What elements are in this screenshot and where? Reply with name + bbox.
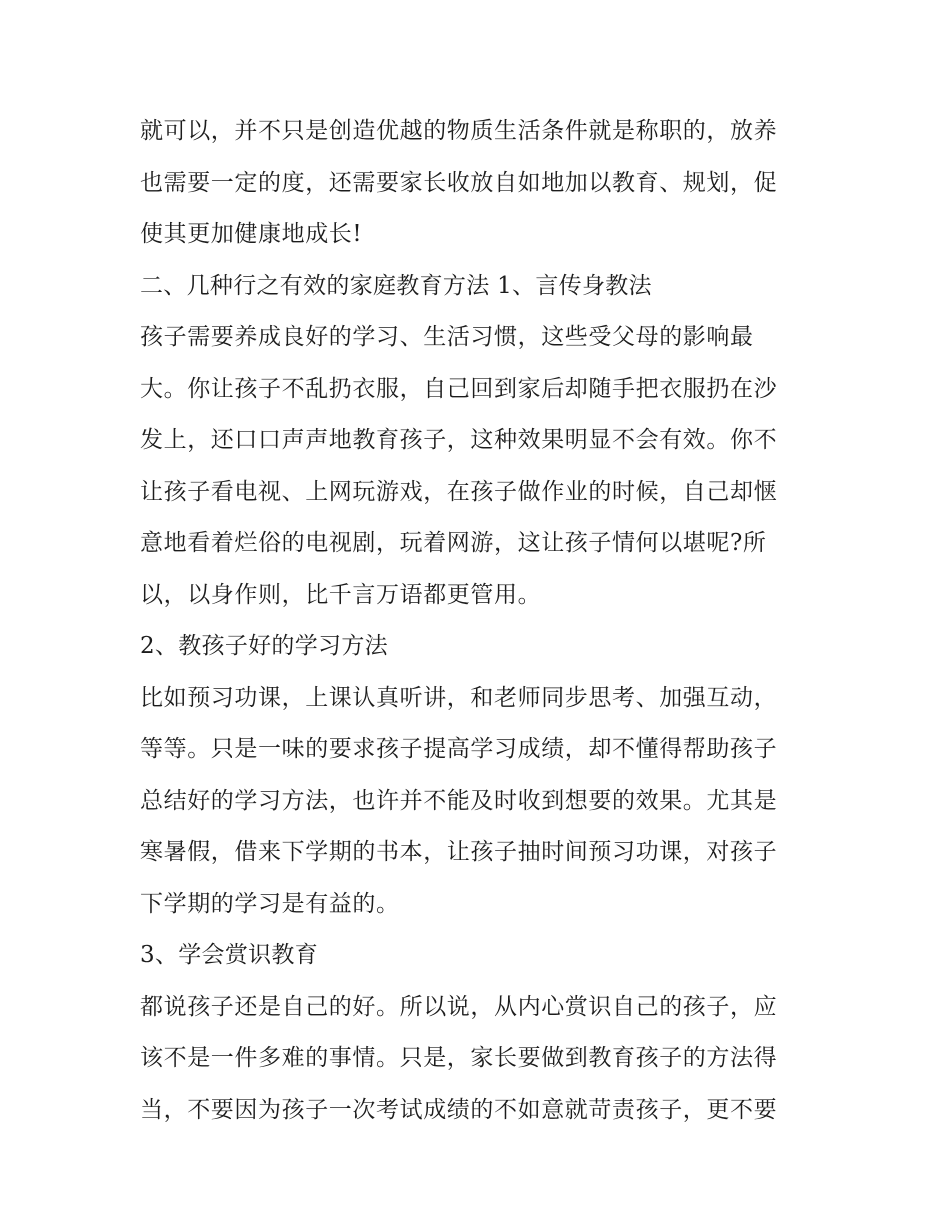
text-line: 都说孩子还是自己的好。所以说，从内心赏识自己的孩子，应 — [140, 993, 778, 1020]
text-line: 大。你让孩子不乱扔衣服，自己回到家后却随手把衣服扔在沙 — [140, 375, 778, 402]
text-line: 等等。只是一味的要求孩子提高学习成绩，却不懂得帮助孩子 — [140, 736, 778, 762]
text-line: 使其更加健康地成长! — [140, 221, 363, 247]
text-line: 总结好的学习方法，也许并不能及时收到想要的效果。尤其是 — [140, 787, 778, 814]
text-line: 寒暑假，借来下学期的书本，让孩子抽时间预习功课，对孩子 — [140, 839, 778, 865]
text-line: 以，以身作则，比千言万语都更管用。 — [140, 581, 542, 608]
text-line: 比如预习功课，上课认真听讲，和老师同步思考、加强互动， — [140, 684, 778, 711]
text-line: 也需要一定的度，还需要家长收放自如地加以教育、规划，促 — [140, 169, 778, 196]
text-line: 孩子需要养成良好的学习、生活习惯，这些受父母的影响最 — [140, 324, 754, 350]
section-heading: 2、教孩子好的学习方法 — [140, 633, 388, 659]
document-body — [140, 106, 815, 1136]
text-line: 发上，还口口声声地教育孩子，这种效果明显不会有效。你不 — [140, 427, 778, 453]
text-line: 当，不要因为孩子一次考试成绩的不如意就苛责孩子，更不要 — [140, 1096, 778, 1123]
text-line: 让孩子看电视、上网玩游戏，在孩子做作业的时候，自己却惬 — [140, 478, 778, 505]
text-line: 下学期的学习是有益的。 — [140, 890, 400, 917]
text-line: 就可以，并不只是创造优越的物质生活条件就是称职的，放养 — [140, 118, 778, 144]
section-heading: 二、几种行之有效的家庭教育方法 1、言传身教法 — [140, 272, 652, 299]
section-heading: 3、学会赏识教育 — [140, 942, 319, 968]
text-line: 意地看着烂俗的电视剧，玩着网游，这让孩子情何以堪呢?所 — [140, 530, 767, 556]
text-line: 该不是一件多难的事情。只是，家长要做到教育孩子的方法得 — [140, 1045, 778, 1071]
